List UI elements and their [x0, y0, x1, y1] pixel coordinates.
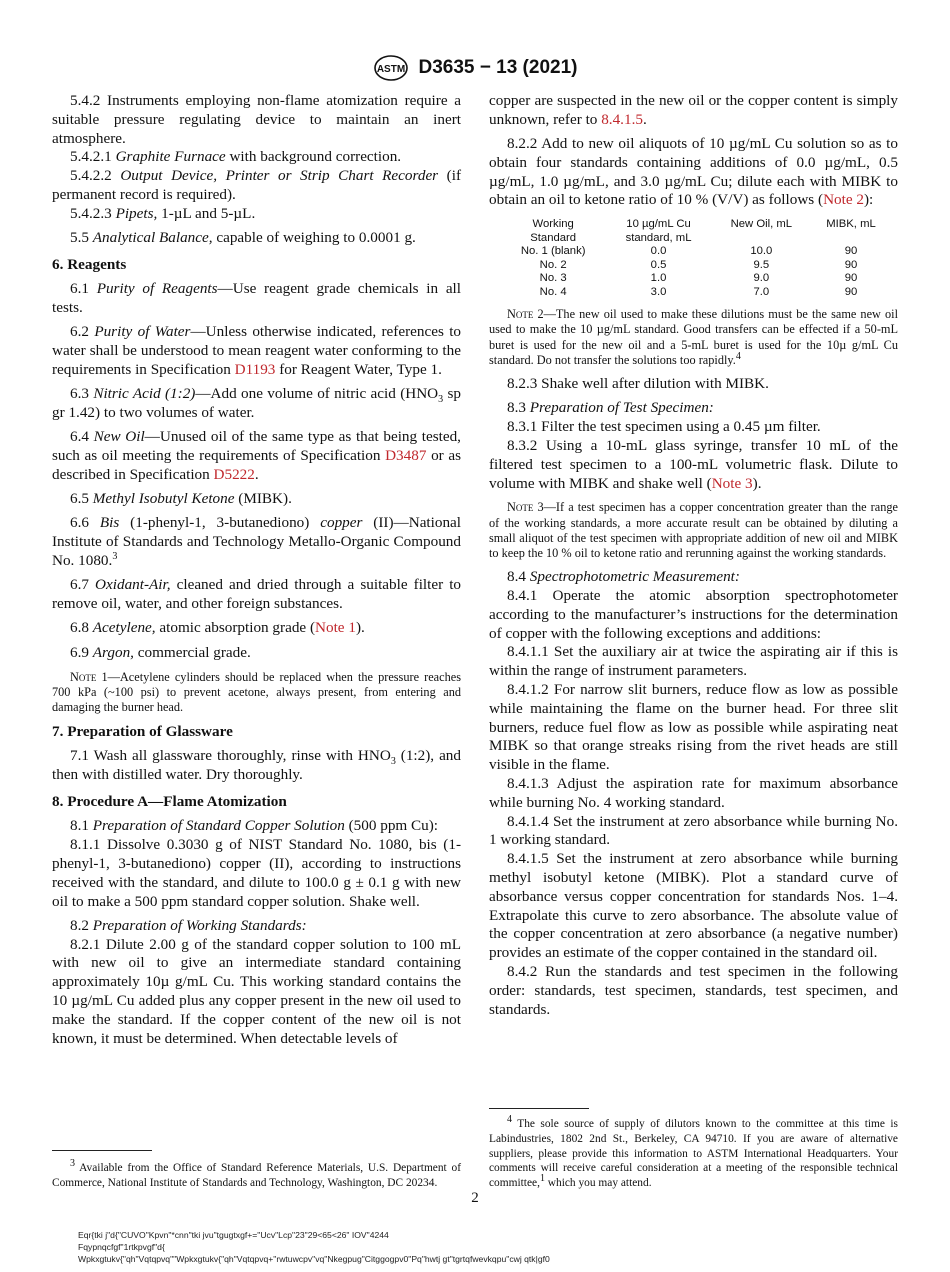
text-run: commercial grade.	[133, 643, 251, 661]
text-run: 8.4.1.5 Set the instrument at zero absorbance while burning methyl isobutyl ketone (MIBK). Plot a standard curve of absorbance versus copper concentration for standards Nos. 1–4. Extrapolate this curve to zero absorbance. The absolute value of the copper concentration at zero absorbance (a negative number) provides an estimate of the copper contained in the standard oil.	[489, 850, 898, 962]
table-cell: 0.0	[650, 245, 667, 258]
italic-term: copper	[320, 514, 363, 532]
note-label: Note	[507, 307, 534, 322]
paragraph	[489, 850, 898, 963]
text-run: —Use reagent grade chemicals in all tests.	[52, 280, 461, 316]
paragraph	[52, 280, 461, 318]
table-row	[501, 272, 891, 286]
italic-term: Bis	[99, 514, 120, 532]
footnote-4	[489, 1114, 898, 1191]
italic-term: Spectrophotometric Measurement:	[529, 568, 740, 586]
page-number: 2	[471, 1190, 479, 1206]
text-run: copper are suspected in the new oil or the copper content is simply unknown, refer to	[489, 92, 898, 128]
note	[489, 307, 898, 368]
note	[52, 670, 461, 716]
text-run: 5.5	[70, 229, 93, 247]
table-row	[501, 259, 891, 273]
paragraph-block	[489, 92, 898, 130]
reference-link[interactable]: Note 3	[711, 474, 753, 492]
text-run: 8.4.2 Run the standards and test specimen in the following order: standards, test specimen, standards, test specimen, and standards.	[489, 962, 898, 1018]
text-run: 8.4.1.4 Set the instrument at zero absorbance while burning No. 1 working standard.	[489, 812, 898, 849]
text-run: with background correction.	[225, 148, 402, 166]
table-cell: 0.5	[650, 258, 667, 271]
column-header-line: New Oil, mL	[730, 218, 793, 231]
table-cell: No. 1 (blank)	[520, 245, 586, 258]
column-header-line: Standard	[530, 231, 577, 244]
italic-term: Preparation of Standard Copper Solution	[92, 817, 345, 835]
text-run: 8.4.1 Operate the atomic absorption spectrophotometer according to the manufacturer’s instructions for the determination of copper with the following exceptions and additions:	[489, 586, 898, 642]
reference-link[interactable]: 8.4.1.5	[601, 110, 643, 128]
paragraph-block	[52, 490, 461, 509]
text-run: 8.2	[70, 916, 93, 934]
section-heading: 6. Reagents	[52, 255, 127, 273]
table-cell: No. 4	[539, 285, 567, 298]
text-run: 6.9	[70, 643, 93, 661]
paragraph	[52, 229, 461, 248]
text-run: sp gr 1.42) to two volumes of water.	[52, 385, 461, 421]
table-cell: 3.0	[650, 285, 667, 298]
paragraph	[489, 587, 898, 643]
text-run: 8.1	[70, 817, 93, 835]
column-header	[501, 218, 605, 245]
note-text	[489, 500, 898, 561]
italic-term: Methyl Isobutyl Ketone	[92, 490, 235, 508]
subscript: 3	[390, 756, 396, 768]
paragraph-block	[489, 375, 898, 394]
paragraph	[489, 775, 898, 813]
note	[489, 500, 898, 561]
table-cell: 90	[844, 285, 858, 298]
text-run: 6.7	[70, 576, 96, 594]
paragraph	[52, 148, 461, 167]
text-run: 2—The new oil used to make these dilutions must be the same new oil used to make the 10 µg/mL standard. Good transfers can be effected if a 50-mL buret is used for the new oil and a 5-mL buret is used for the 10µ g/mL Cu standard. Do not transfer the solutions too rapidly.	[489, 307, 898, 367]
subscript: 3	[438, 394, 444, 406]
paragraph-block	[52, 619, 461, 638]
table-cell: 90	[844, 245, 858, 258]
text-run: .	[254, 465, 259, 483]
text-run: .	[642, 110, 647, 128]
paragraph	[52, 323, 461, 379]
italic-term: Preparation of Working Standards:	[92, 916, 307, 934]
paragraph	[489, 92, 898, 130]
paragraph	[52, 836, 461, 911]
text-run: 8.4	[507, 568, 530, 586]
text-run: for Reagent Water, Type 1.	[275, 360, 442, 378]
column-header-line: standard, mL	[625, 231, 692, 244]
reference-link[interactable]: D1193	[234, 360, 276, 378]
reference-link[interactable]: Note 2	[823, 191, 864, 209]
text-run: 8.4.1.2 For narrow slit burners, reduce flow as low as possible while maintaining the flame on the burner head. For three slit burners, reduce fuel flow as low as possible while aspirating neat MIBK so that orange streaks rising from the rivet heads are still visible in the flame.	[489, 680, 898, 774]
text-run: capable of weighing to 0.0001 g.	[212, 229, 416, 247]
paragraph	[489, 375, 898, 394]
paragraph	[52, 619, 461, 638]
paragraph	[52, 514, 461, 570]
table-cell: 10.0	[750, 245, 773, 258]
paragraph	[52, 92, 461, 148]
text-run: (500 ppm Cu):	[344, 817, 439, 835]
italic-term: Acetylene,	[92, 619, 156, 637]
text-run: (1:2), and then with distilled water. Dry thoroughly.	[52, 747, 461, 784]
paragraph	[52, 167, 461, 205]
paragraph-block	[52, 428, 461, 484]
reference-link[interactable]: Note 1	[315, 619, 356, 637]
footnote-mark: 4	[507, 1114, 512, 1126]
text-run: —Add one volume of nitric acid (HNO	[195, 385, 439, 403]
paragraph-block	[52, 280, 461, 318]
paragraph-block	[52, 817, 461, 911]
paragraph	[52, 936, 461, 1049]
text-run: 3—If a test specimen has a copper concentration greater than the range of the working standards, a more accurate result can be obtained by diluting a small aliquot of the test specimen with appropriate addition of new oil and MIBK to keep the 10 % oil to ketone ratio and rerunning against the working standards.	[489, 500, 898, 560]
left-column	[52, 92, 461, 1048]
paragraph	[489, 643, 898, 681]
text-run: (MIBK).	[234, 490, 292, 508]
text-run: 5.4.2.1	[70, 148, 116, 166]
table-cell: 90	[844, 272, 858, 285]
text-run: 1—Acetylene cylinders should be replaced when the pressure reaches 700 kPa (~100 psi) to prevent acetone, always present, from entering and damaging the burner head.	[52, 669, 461, 714]
paragraph	[52, 205, 461, 224]
paragraph	[52, 385, 461, 423]
italic-term: Argon,	[92, 643, 134, 661]
column-header-line: 10 µg/mL Cu	[626, 218, 691, 231]
text-run: 8.3	[507, 399, 530, 417]
text-run: ).	[355, 619, 365, 637]
text-run: 5.4.2.3	[70, 204, 116, 222]
text-run: 6.2	[70, 323, 95, 341]
italic-term: New Oil	[93, 428, 145, 446]
text-run: (if permanent record is required).	[52, 167, 461, 203]
paragraph-block	[52, 323, 461, 379]
section-heading: 8. Procedure A—Flame Atomization	[52, 793, 287, 811]
footnote-text: Available from the Office of Standard Reference Materials, U.S. Department of Commerce, National Institute of Standards and Technology, Washington, DC 20234.	[52, 1162, 461, 1189]
table-cell: 9.0	[753, 272, 770, 285]
text-run: 8.3.2 Using a 10-mL glass syringe, transfer 10 mL of the filtered test specimen to a 100-mL volumetric flask. Dilute to volume with MIBK and shake well (	[489, 436, 898, 492]
reference-link[interactable]: D5222	[213, 465, 255, 483]
table-cell: No. 2	[539, 258, 567, 271]
footnote-ref: 3	[112, 550, 118, 562]
paragraph	[489, 399, 898, 418]
italic-term: Oxidant-Air,	[95, 576, 171, 594]
table-cell: 90	[844, 258, 858, 271]
text-run: 6.4	[70, 428, 94, 446]
note-label: Note	[507, 500, 534, 515]
table-cell: No. 3	[539, 272, 567, 285]
text-run: (1-phenyl-1, 3-butanediono)	[119, 514, 321, 532]
text-run: ).	[752, 474, 762, 492]
text-run: 8.4.1.3 Adjust the aspiration rate for maximum absorbance while burning No. 4 working standard.	[489, 774, 898, 811]
paragraph	[489, 813, 898, 851]
italic-term: Analytical Balance,	[92, 229, 213, 247]
working-standards-table	[501, 218, 891, 299]
italic-term: Graphite Furnace	[115, 148, 226, 166]
paragraph	[489, 418, 898, 437]
license-line: Fqypnqcfgf"1rtkpvgf"d{	[78, 1242, 165, 1252]
column-header-line: Working	[532, 218, 574, 231]
text-run: (II)—National Institute of Standards and Technology Metallo-Organic Compound No. 1080.	[52, 514, 462, 570]
footnote-ref: 1	[539, 1173, 545, 1185]
table-row	[501, 245, 891, 259]
text-run: 1-µL and 5-µL.	[157, 204, 256, 222]
footnote-3	[52, 1158, 461, 1191]
text-run: 5.4.2.2	[70, 167, 121, 185]
text-run: 7.1 Wash all glassware thoroughly, rinse with HNO	[70, 747, 391, 765]
svg-text:ASTM: ASTM	[376, 64, 405, 75]
paragraph	[52, 817, 461, 836]
note-text	[489, 307, 898, 368]
text-run: 8.1.1 Dissolve 0.3030 g of NIST Standard No. 1080, bis (1-phenyl-1, 3-butanediono) copper (II), according to instructions received with the standard, and dilute to 100.0 g ± 0.1 g with new oil to make a 500 ppm standard copper solution. Shake well.	[52, 836, 461, 910]
text-run: 8.2.3 Shake well after dilution with MIBK.	[507, 375, 769, 393]
paragraph-block	[52, 644, 461, 663]
text-run: 6.1	[70, 280, 97, 298]
paragraph-block	[489, 399, 898, 493]
table-row	[501, 286, 891, 300]
italic-term: Purity of Water	[94, 323, 191, 341]
astm-logo-icon	[373, 54, 409, 82]
paragraph	[489, 681, 898, 775]
paragraph-block	[52, 385, 461, 423]
column-header-line: MIBK, mL	[826, 218, 876, 231]
footnote-text: The sole source of supply of dilutors known to the committee at this time is Labindustries, 1802 2nd St., Berkeley, CA 94710. If you are aware of alternative suppliers, please provide this information to ASTM International Headquarters. Your comments will receive careful consideration at a meeting of the responsible technical committee,	[489, 1118, 898, 1190]
paragraph-block	[52, 576, 461, 614]
paragraph-block	[52, 92, 461, 224]
italic-term: Pipets,	[115, 204, 158, 222]
footnote-divider	[52, 1150, 152, 1151]
license-line: Wpkxgtukv{"qh"Vqtqpvq""Wpkxgtukv{"qh"Vqtqpvq+"rwtuwcpv"vq"Nkegpug"Citggogpv0"Pq"hwtj gt"tgrtqfwevkqpu"cwj qtk|gf0	[78, 1254, 550, 1264]
text-run: —Unused oil of the same type as that being tested, such as oil meeting the requirements of Specification	[52, 428, 461, 465]
text-run: 6.5	[70, 490, 93, 508]
paragraph-block	[489, 568, 898, 1019]
license-line: Eqr{tki j"d{"CUVO"Kpvn"*cnn"tki jvu"tgugtxgf+="Ucv"Lcp"23"29<65<26" IOV"4244	[78, 1230, 389, 1240]
italic-term: Preparation of Test Specimen:	[529, 399, 714, 417]
column-header	[712, 218, 811, 245]
paragraph	[489, 135, 898, 210]
text-run: or as described in Specification	[52, 447, 461, 483]
paragraph	[489, 568, 898, 587]
text-run: 6.8	[70, 619, 93, 637]
text-run: 6.3	[70, 385, 94, 403]
text-run: ):	[863, 191, 874, 209]
page-header	[0, 54, 950, 82]
text-run: 8.2.2 Add to new oil aliquots of 10 µg/mL Cu solution so as to obtain four standards containing additions of 0.0 µg/mL, 0.5 µg/mL, 1.0 µg/mL, and 3.0 µg/mL Cu; dilute each with MIBK to obtain an oil to ketone ratio of 10 % (V/V) as follows (	[489, 135, 898, 209]
note-label: Note	[70, 669, 97, 684]
table-cell: 9.5	[753, 258, 770, 271]
italic-term: Output Device, Printer or Strip Chart Recorder	[120, 167, 439, 185]
paragraph	[52, 747, 461, 785]
document-designation: D3635 − 13 (2021)	[418, 57, 578, 78]
footnote-divider	[489, 1108, 589, 1109]
footnote-ref: 4	[735, 350, 741, 362]
paragraph-block	[52, 514, 461, 570]
text-run: 6.6	[70, 514, 100, 532]
italic-term: Nitric Acid (1:2)	[93, 385, 196, 403]
paragraph	[52, 644, 461, 663]
paragraph	[489, 963, 898, 1019]
paragraph	[52, 917, 461, 936]
text-run: —Unless otherwise indicated, references to water shall be understood to mean reagent water conforming to the requirements in Specification	[52, 323, 462, 378]
text-run: 5.4.2 Instruments employing non-flame atomization require a suitable pressure regulating device to maintain an inert atmosphere.	[52, 92, 461, 147]
column-header	[605, 218, 711, 245]
footnote-mark: 3	[70, 1158, 75, 1170]
text-run: atomic absorption grade (	[155, 619, 316, 637]
paragraph-block	[489, 135, 898, 210]
paragraph-block	[52, 917, 461, 1049]
paragraph	[52, 576, 461, 614]
text-run: 8.3.1 Filter the test specimen using a 0.45 µm filter.	[507, 418, 821, 436]
paragraph	[52, 490, 461, 509]
table-header-row	[501, 218, 891, 245]
text-run: cleaned and dried through a suitable filter to remove oil, water, and other foreign substances.	[52, 576, 462, 613]
column-header	[811, 218, 891, 245]
text-run: 8.4.1.1 Set the auxiliary air at twice the aspirating air if this is within the range of instrument parameters.	[489, 643, 898, 680]
table-cell: 1.0	[650, 272, 667, 285]
reference-link[interactable]: D3487	[385, 447, 427, 465]
paragraph-block	[52, 747, 461, 785]
paragraph	[489, 437, 898, 493]
paragraph	[52, 428, 461, 484]
table-cell: 7.0	[753, 285, 770, 298]
footnote-text: which you may attend.	[544, 1177, 652, 1190]
right-column	[489, 92, 898, 1019]
note-text	[52, 670, 461, 716]
italic-term: Purity of Reagents	[96, 280, 218, 298]
paragraph-block	[52, 229, 461, 248]
section-heading: 7. Preparation of Glassware	[52, 723, 233, 741]
text-run: 8.2.1 Dilute 2.00 g of the standard copper solution to 100 mL with new oil to give an intermediate standard containing approximately 10µ g/mL Cu. This working standard contains the 10 µg/mL Cu added plus any copper present in the new oil used to make the standard. If the copper content of the new oil is not known, it must be determined. When detectable levels of	[52, 935, 461, 1047]
